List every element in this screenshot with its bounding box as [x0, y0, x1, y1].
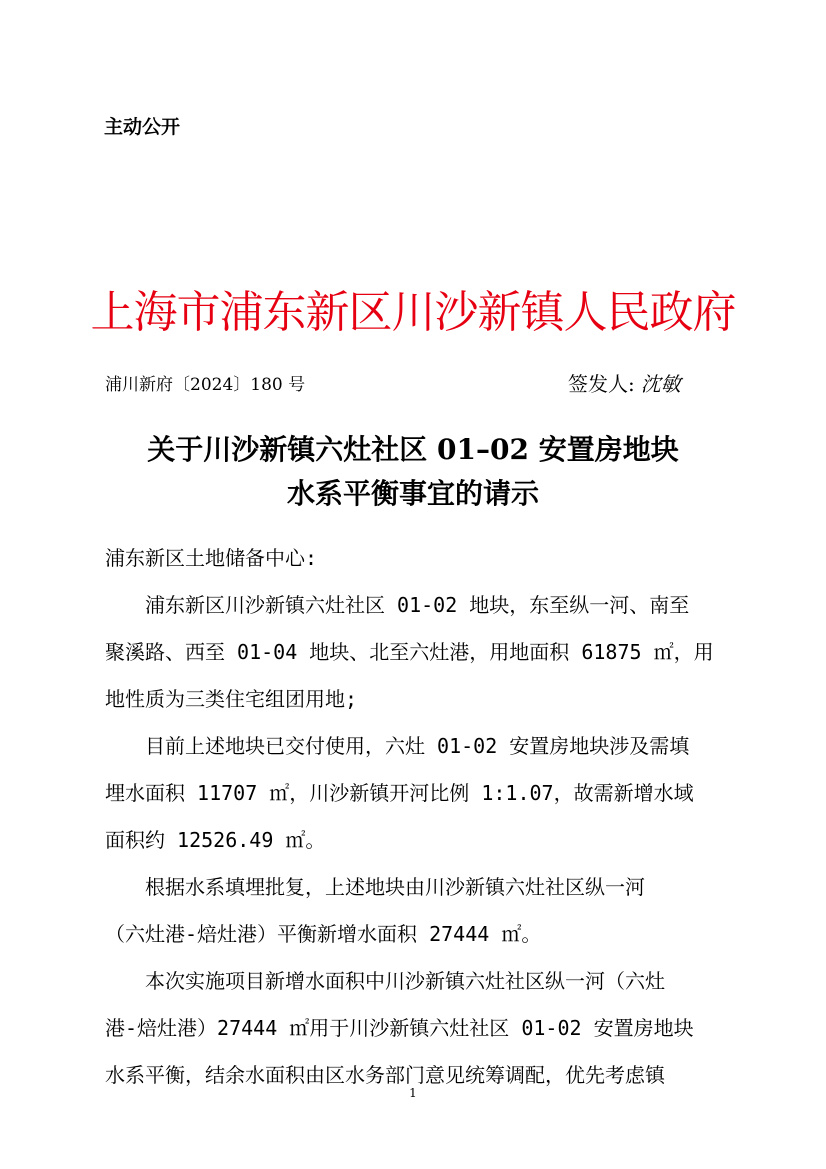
recipient-line: 浦东新区土地储备中心: [105, 546, 318, 570]
document-number: 浦川新府〔2024〕180 号 [105, 375, 306, 395]
body-line: （六灶港-焙灶港）平衡新增水面积 27444 ㎡。 [105, 922, 542, 946]
document-title-line-1: 关于川沙新镇六灶社区 01–02 安置房地块 [147, 433, 679, 466]
body-line: 聚溪路、西至 01-04 地块、北至六灶港，用地面积 61875 ㎡，用 [105, 640, 714, 664]
body-line: 根据水系填埋批复，上述地块由川沙新镇六灶社区纵一河 [105, 875, 645, 899]
body-line: 地性质为三类住宅组团用地; [105, 687, 358, 711]
body-line: 埋水面积 11707 ㎡，川沙新镇开河比例 1:1.07，故需新增水域 [105, 781, 694, 805]
page-number: 1 [409, 1086, 417, 1100]
body-line: 港-焙灶港）27444 ㎡用于川沙新镇六灶社区 01-02 安置房地块 [105, 1016, 694, 1040]
body-line: 本次实施项目新增水面积中川沙新镇六灶社区纵一河（六灶 [105, 969, 665, 993]
signer-block [568, 368, 681, 397]
body-line: 目前上述地块已交付使用，六灶 01-02 安置房地块涉及需填 [105, 734, 690, 758]
body-line: 水系平衡，结余水面积由区水务部门意见统筹调配，优先考虑镇 [105, 1063, 665, 1087]
disclosure-label: 主动公开 [104, 117, 181, 138]
body-line: 面积约 12526.49 ㎡。 [105, 828, 326, 852]
issuer-heading: 上海市浦东新区川沙新镇人民政府 [90, 287, 736, 338]
document-title-line-2: 水系平衡事宜的请示 [286, 477, 539, 510]
body-line: 浦东新区川沙新镇六灶社区 01-02 地块，东至纵一河、南至 [105, 593, 690, 617]
signer-label: 签发人: [568, 372, 635, 396]
signer-name: 沈敏 [640, 372, 681, 396]
